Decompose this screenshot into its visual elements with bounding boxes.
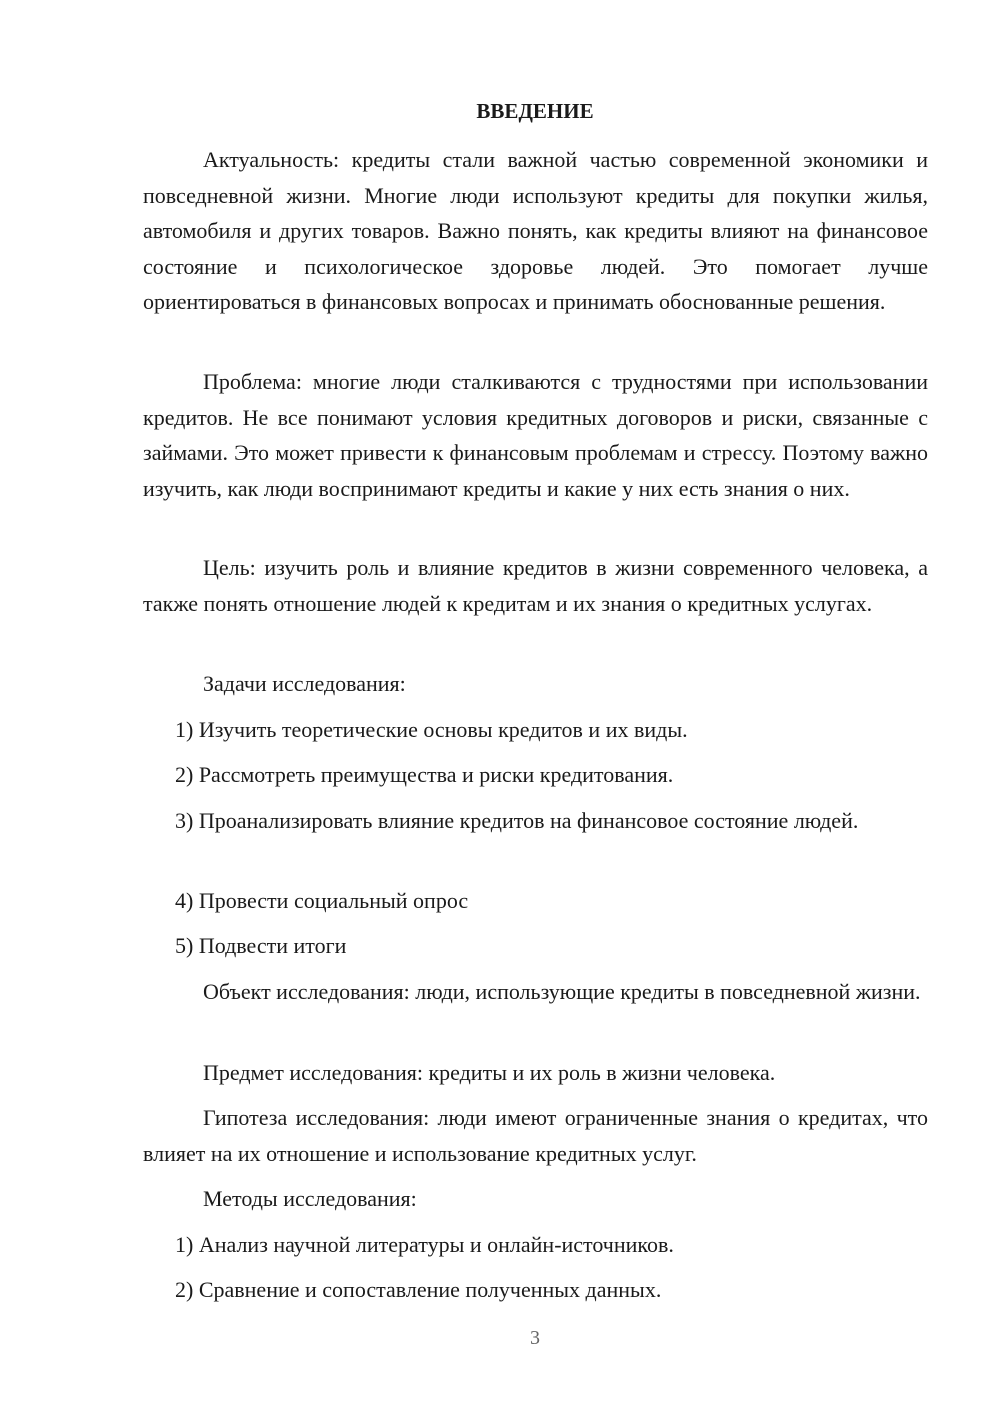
page-title: ВВЕДЕНИЕ xyxy=(476,99,594,123)
relevance-paragraph: Актуальность: кредиты стали важной частью современной экономики и повседневной жизни. Многие люди используют кредиты для покупки жилья, автомобиля и других товаров. Важно понять, как кредиты влияют на финансовое состояние и психологическое здоровье людей. Это помогает лучше ориентироваться в финансовых вопросах и принимать обоснованные решения. xyxy=(143,147,928,314)
methods-heading: Методы исследования: xyxy=(203,1186,417,1211)
task-item: 4) Провести социальный опрос xyxy=(175,888,469,913)
subject-paragraph: Предмет исследования: кредиты и их роль в жизни человека. xyxy=(203,1060,776,1085)
task-item: 2) Рассмотреть преимущества и риски кредитования. xyxy=(175,762,674,787)
method-item: 1) Анализ научной литературы и онлайн-источников. xyxy=(175,1232,674,1257)
method-item: 2) Сравнение и сопоставление полученных данных. xyxy=(175,1277,662,1302)
task-item: 5) Подвести итоги xyxy=(175,933,347,958)
object-paragraph: Объект исследования: люди, использующие кредиты в повседневной жизни. xyxy=(203,979,921,1004)
goal-paragraph: Цель: изучить роль и влияние кредитов в жизни современного человека, а также понять отношение людей к кредитам и их знания о кредитных услугах. xyxy=(143,555,928,616)
task-item: 1) Изучить теоретические основы кредитов и их виды. xyxy=(175,717,688,742)
tasks-heading: Задачи исследования: xyxy=(203,671,406,696)
problem-paragraph: Проблема: многие люди сталкиваются с трудностями при использовании кредитов. Не все понимают условия кредитных договоров и риски, связанные с займами. Это может привести к финансовым проблемам и стрессу. Поэтому важно изучить, как люди воспринимают кредиты и какие у них есть знания о них. xyxy=(143,369,928,501)
task-item: 3) Проанализировать влияние кредитов на финансовое состояние людей. xyxy=(175,808,859,833)
page-number: 3 xyxy=(530,1327,540,1349)
hypothesis-paragraph: Гипотеза исследования: люди имеют ограниченные знания о кредитах, что влияет на их отношение и использование кредитных услуг. xyxy=(143,1105,928,1166)
